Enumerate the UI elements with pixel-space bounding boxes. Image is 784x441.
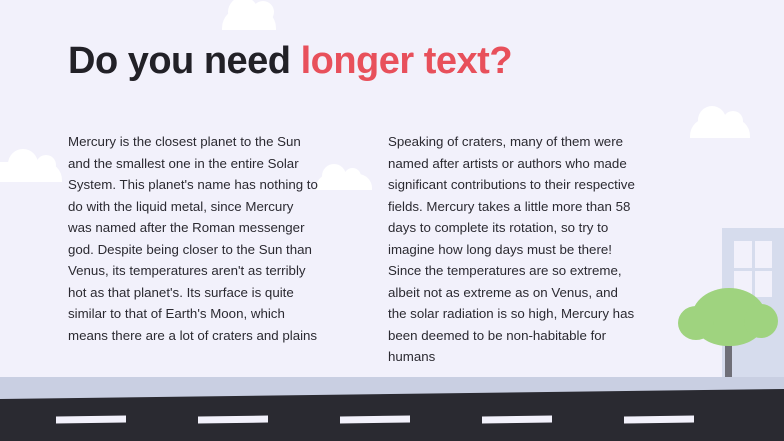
road-dash	[482, 416, 552, 424]
road-dash	[56, 416, 126, 424]
slide-title-accent: longer text?	[300, 40, 513, 82]
tree-icon	[692, 288, 766, 346]
road-dash	[340, 416, 410, 424]
cloud-icon	[690, 118, 750, 138]
cloud-icon	[316, 174, 372, 190]
slide-title	[68, 40, 512, 83]
window-mullion-horizontal	[734, 268, 772, 271]
cloud-icon	[0, 162, 62, 182]
slide-title-lead: Do you need	[68, 40, 301, 82]
cloud-icon	[222, 8, 276, 30]
body-column-right: Speaking of craters, many of them were named after artists or authors who made significant contributions to their respective fields. Mercury takes a little more than 58 days to complete its rotation, so try to imagine how long days must be there! Since the temperatures are so extreme, albeit not as extreme as on Venus, and the solar radiation is so high, Mercury has been deemed to be non-habitable for humans	[388, 134, 635, 364]
road-dash	[198, 416, 268, 424]
body-column-left: Mercury is the closest planet to the Sun and the smallest one in the entire Solar System. This planet's name has nothing to do with the liquid metal, since Mercury was named after the Roman messenger god. Despite being closer to the Sun than Venus, its temperatures aren't as terribly hot as that planet's. Its surface is quite similar to that of Earth's Moon, which means there are a lot of craters and plains	[68, 134, 318, 343]
road-dash	[624, 416, 694, 424]
